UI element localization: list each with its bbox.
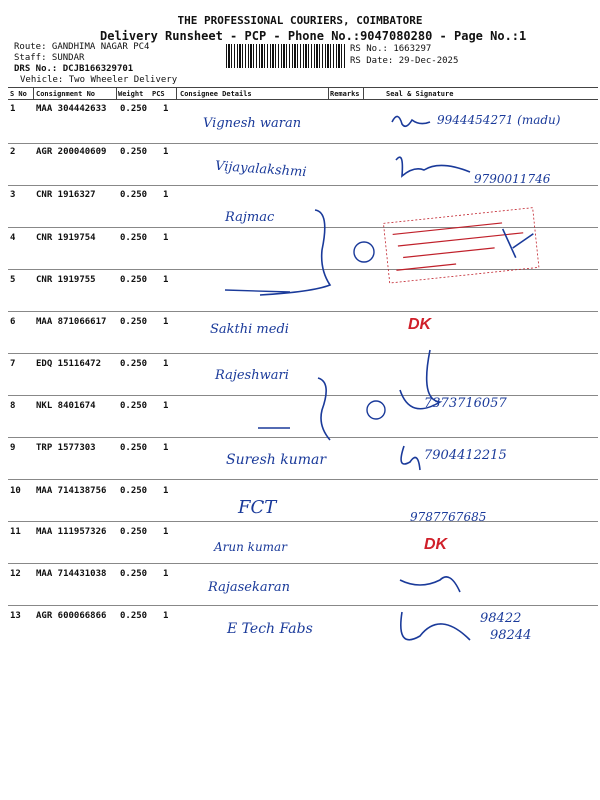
handwritten-consignee: Rajasekaran [208, 580, 290, 595]
row-sno: 8 [10, 401, 16, 411]
row-weight: 0.250 [120, 147, 148, 157]
row-pcs: 1 [163, 527, 169, 537]
row-consignment: CNR 1919754 [36, 233, 96, 243]
rs-no-label: RS No.: 1663297 [350, 44, 432, 54]
row-consignment: MAA 111957326 [36, 527, 107, 537]
rs-date-label: RS Date: 29-Dec-2025 [350, 56, 459, 66]
route-label: Route: GANDHIMA NAGAR PC4 [14, 42, 150, 52]
row-sno: 6 [10, 317, 16, 327]
row-sno: 12 [10, 569, 21, 579]
staff-label: Staff: SUNDAR [14, 53, 85, 63]
col-header-pcs: PCS [152, 90, 165, 98]
drs-label: DRS No.: DCJB166329701 [14, 64, 134, 74]
handwritten-consignee: Sakthi medi [210, 322, 289, 337]
row-sno: 4 [10, 233, 16, 243]
row-weight: 0.250 [120, 443, 148, 453]
row-consignment: TRP 1577303 [36, 443, 96, 453]
row-weight: 0.250 [120, 317, 148, 327]
row-consignment: AGR 200040609 [36, 147, 107, 157]
row-sno: 11 [10, 527, 21, 537]
row-sno: 3 [10, 190, 16, 200]
handwritten-consignee: Rajmac [225, 210, 275, 225]
col-header-sno: S No [10, 90, 27, 98]
row-consignment: MAA 871066617 [36, 317, 107, 327]
dk-mark: DK [424, 536, 448, 553]
row-consignment: NKL 8401674 [36, 401, 96, 411]
dk-mark: DK [408, 316, 432, 333]
row-consignment: CNR 1916327 [36, 190, 96, 200]
handwritten-consignee: E Tech Fabs [227, 621, 313, 637]
row-weight: 0.250 [120, 611, 148, 621]
row-pcs: 1 [163, 233, 169, 243]
row-weight: 0.250 [120, 569, 148, 579]
runsheet-title: Delivery Runsheet - PCP - Phone No.:9047080280 - Page No.:1 [100, 29, 527, 43]
handwritten-consignee: Suresh kumar [226, 452, 327, 468]
row-pcs: 1 [163, 569, 169, 579]
row-weight: 0.250 [120, 486, 148, 496]
row-sno: 5 [10, 275, 16, 285]
vehicle-label: Vehicle: Two Wheeler Delivery [20, 75, 178, 85]
row-consignment: AGR 600066866 [36, 611, 107, 621]
handwritten-phone: 9944454271 (madu) [437, 113, 561, 127]
row-consignment: CNR 1919755 [36, 275, 96, 285]
handwritten-consignee: Arun kumar [214, 540, 287, 554]
handwritten-phone: 98244 [490, 628, 532, 643]
row-weight: 0.250 [120, 359, 148, 369]
row-pcs: 1 [163, 147, 169, 157]
row-sno: 13 [10, 611, 21, 621]
handwritten-consignee: Vijayalakshmi [214, 158, 307, 181]
company-seal-stamp [381, 205, 548, 301]
handwritten-phone: 9787767685 [410, 510, 487, 524]
row-weight: 0.250 [120, 104, 148, 114]
row-consignment: MAA 304442633 [36, 104, 107, 114]
row-pcs: 1 [163, 611, 169, 621]
row-sno: 2 [10, 147, 16, 157]
row-consignment: MAA 714431038 [36, 569, 107, 579]
row-consignment: EDQ 15116472 [36, 359, 102, 369]
row-pcs: 1 [163, 401, 169, 411]
col-header-signature: Seal & Signature [386, 90, 454, 98]
row-pcs: 1 [163, 104, 169, 114]
row-sno: 10 [10, 486, 21, 496]
row-weight: 0.250 [120, 275, 148, 285]
row-pcs: 1 [163, 275, 169, 285]
col-header-consignment: Consignment No [36, 90, 96, 98]
handwritten-phone: 7904412215 [424, 448, 507, 463]
handwritten-consignee: FCT [238, 497, 277, 518]
row-pcs: 1 [163, 190, 169, 200]
company-title: THE PROFESSIONAL COURIERS, COIMBATORE [177, 14, 423, 27]
row-pcs: 1 [163, 486, 169, 496]
handwritten-phone: 9790011746 [474, 172, 551, 186]
row-consignment: MAA 714138756 [36, 486, 107, 496]
row-weight: 0.250 [120, 190, 148, 200]
row-pcs: 1 [163, 443, 169, 453]
handwritten-phone: 7373716057 [424, 396, 507, 411]
handwritten-consignee: Vignesh waran [203, 116, 302, 131]
row-pcs: 1 [163, 359, 169, 369]
row-weight: 0.250 [120, 233, 148, 243]
col-header-weight: Weight [118, 90, 144, 98]
col-header-consignee: Consignee Details [180, 90, 252, 98]
row-sno: 7 [10, 359, 16, 369]
row-weight: 0.250 [120, 527, 148, 537]
row-weight: 0.250 [120, 401, 148, 411]
row-sno: 1 [10, 104, 16, 114]
col-header-remarks: Remarks [330, 90, 360, 98]
row-pcs: 1 [163, 317, 169, 327]
row-sno: 9 [10, 443, 16, 453]
handwritten-consignee: Rajeshwari [215, 368, 289, 383]
handwritten-phone: 98422 [480, 611, 522, 626]
